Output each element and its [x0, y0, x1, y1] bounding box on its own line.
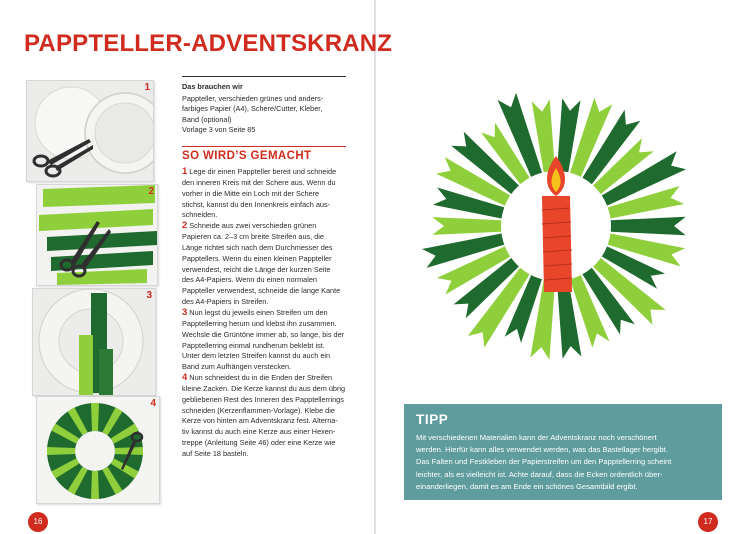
small-wreath-illustration [37, 397, 159, 503]
wreath-strip [432, 217, 511, 235]
wreath-strip [601, 217, 686, 236]
step-1-line: schneiden. [182, 210, 218, 220]
step-1-line: den inneren Kreis mit der Schere aus. Wenn du [182, 177, 336, 187]
step-4-line: gebliebenen Rest des Inneren des Papptellerrings [182, 394, 344, 404]
step-number: 2 [182, 220, 188, 232]
step-1-line: vorher in die Mitte ein Loch mit der Schere [182, 188, 320, 198]
step-4-line: tiv kannst du auch eine Kerze aus einer Hexen- [182, 427, 336, 437]
tipp-title: TIPP [416, 412, 449, 427]
tipp-line: werden. Hierfür kann alles verwendet werden, was das Bastellager hergibt. [416, 445, 668, 455]
step-4-line: schneiden (Kerzenflammen-Vorlage). Klebe die [182, 405, 335, 415]
title-divider [182, 76, 346, 77]
photo-number: 1 [144, 82, 150, 93]
materials-line: Band (optional) [182, 114, 232, 124]
step-2-line: verwendest, reicht die Länge der kurzen Seite [182, 264, 331, 274]
photo-number: 4 [150, 398, 156, 409]
tipp-line: Mit verschiedenen Materialien kann der Adventskranz noch verschönert [416, 433, 657, 442]
plate-and-scissors-illustration [27, 81, 153, 181]
materials-line: farbiges Papier (A4), Schere/Cutter, Kleber, [182, 104, 323, 114]
step-2-line: 2 Schneide aus zwei verschieden grünen [182, 220, 317, 232]
step-3-line: Wechsle die Grüntöne immer ab, so lange, bis der [182, 329, 345, 339]
step-4-line: 4 Nun schneidest du in die Enden der Streifen [182, 372, 333, 384]
step-2-line: Papptellers. Wenn du einen kleinen Pappteller [182, 253, 332, 263]
photo-number: 2 [148, 186, 154, 197]
step-3-line: Papptellerring herum und klebst ihn zusammen. [182, 318, 337, 328]
tipp-line: einanderliegen, damit es am Ende ein schönes Gesamtbild ergibt. [416, 481, 638, 491]
instruction-steps [182, 167, 354, 460]
step-2-line: Pappteller verwendest, schneide die lange Kante [182, 286, 341, 296]
step-3-line: Unter dem letzten Streifen kannst du auch ein [182, 351, 331, 361]
section-heading: SO WIRD’S GEMACHT [182, 150, 312, 162]
right-page [376, 0, 750, 534]
step-4-line: auf Seite 18 basteln. [182, 448, 249, 458]
photo-number: 3 [146, 290, 152, 301]
step-3-photo [32, 288, 156, 396]
plate-ring-with-strips-illustration [33, 289, 155, 395]
step-1-line: stichst, kannst du den Innenkreis einfach aus- [182, 199, 331, 209]
paper-strips-illustration [37, 185, 157, 285]
tipp-line: leichter, als es vielleicht ist. Achte darauf, dass die Ecken ordentlich über- [416, 469, 663, 479]
page-title: PAPPTELLER-ADVENTSKRANZ [24, 30, 393, 57]
step-3-line: 3 Nun legst du jeweils einen Streifen um den [182, 306, 328, 318]
step-4-line: kleine Zacken. Die Kerze kannst du aus dem übrig [182, 383, 346, 393]
step-2-photo [36, 184, 158, 286]
step-4-line: treppe (Anleitung Seite 46) oder eine Kerze wie [182, 438, 336, 448]
step-number: 3 [182, 306, 188, 318]
step-2-line: des A4-Papiers. Wenn du einen normalen [182, 275, 317, 285]
step-4-line: Kerze von hinten am Adventskranz fest. Alterna- [182, 416, 338, 426]
step-4-photo [36, 396, 160, 504]
step-2-line: Papieren ca. 2–3 cm breite Streifen aus, die [182, 232, 324, 242]
step-2-line: des A4-Papiers in Streifen. [182, 297, 269, 307]
materials-line: Vorlage 3 von Seite 85 [182, 124, 256, 134]
section-divider [182, 146, 346, 147]
step-3-line: Band zum Aufhängen verstecken. [182, 362, 292, 372]
advent-wreath-illustration [406, 76, 706, 376]
step-number: 4 [182, 372, 188, 384]
tipp-box [404, 404, 722, 500]
step-number: 1 [182, 166, 188, 177]
page-number-left: 16 [28, 512, 48, 532]
step-3-line: Papptellerring einmal rundherum beklebt ist. [182, 340, 325, 350]
materials-line: Pappteller, verschieden grünes und anders- [182, 94, 324, 104]
materials-list [182, 82, 352, 135]
page-number-right: 17 [698, 512, 718, 532]
step-1-photo [26, 80, 154, 182]
step-2-line: Länge richtet sich nach dem Durchmesser des [182, 242, 333, 252]
step-1-line: 1 Lege dir einen Pappteller bereit und schneide [182, 166, 337, 177]
tipp-line: Das Falten und Festkleben der Papierstreifen um den Papptellerring scheint [416, 457, 672, 467]
materials-heading: Das brauchen wir [182, 82, 243, 91]
tipp-text [416, 432, 716, 493]
